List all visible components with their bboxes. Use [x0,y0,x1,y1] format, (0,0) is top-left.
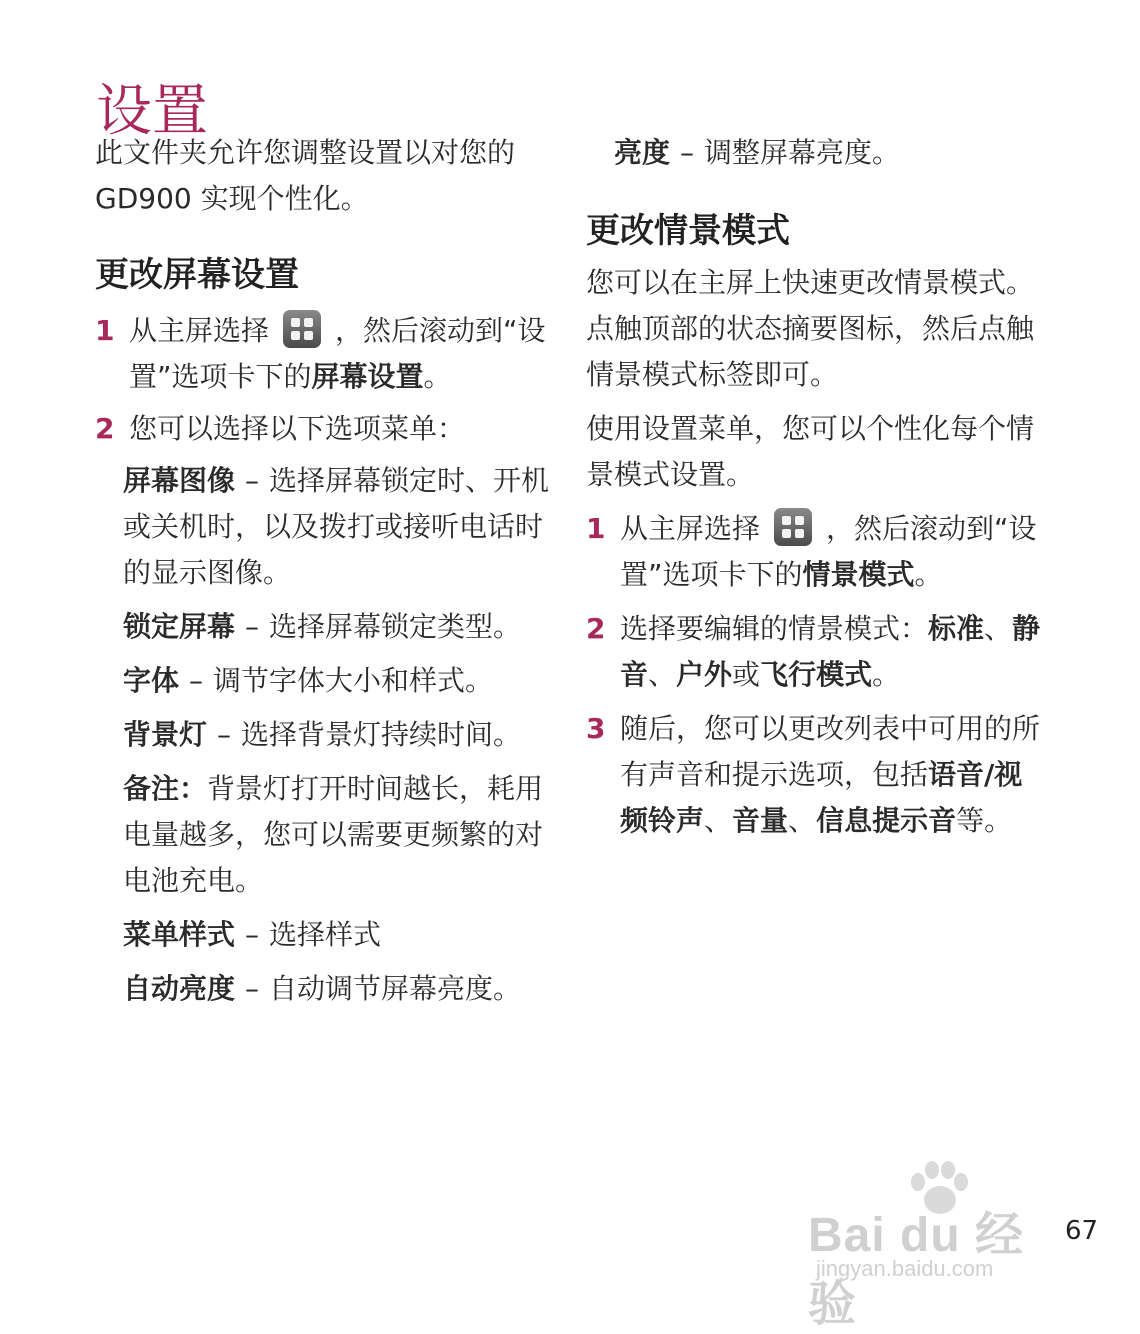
note-label: 备注： [123,772,208,805]
option-description: 选择屏幕锁定类型。 [269,610,522,643]
profile-normal: 标准 [928,612,985,645]
step-number: 2 [586,612,606,645]
step-number: 1 [586,512,606,545]
option-separator: – [217,718,232,751]
step-text-part: 等。 [956,804,1013,837]
option-name: 锁定屏幕 [123,610,236,643]
option-backlight [95,712,555,758]
step-text-part: 、 [648,658,677,691]
option-separator: – [245,610,260,643]
option-separator: – [680,136,695,169]
step-number: 2 [95,412,115,445]
option-name: 背景灯 [123,718,208,751]
left-column [95,130,555,1020]
section-heading-screen-settings: 更改屏幕设置 [95,255,299,295]
step-2 [95,406,555,452]
right-column [586,130,1046,844]
step-text [620,506,1046,598]
step-text-part: ，然后滚动到“设置”选项卡下的 [129,314,546,393]
ringtone-item: 语音/视频铃声 [620,758,1023,837]
step-text [620,706,1046,844]
menu-path-profiles: 情景模式 [802,558,915,591]
step-text-part: 从主屏选择 [129,314,270,347]
message-alert-item: 信息提示音 [816,804,957,837]
option-menu-style [95,912,555,958]
step-text-part: 选择要编辑的情景模式： [620,612,929,645]
profile-outdoor: 户外 [676,658,733,691]
step-number: 3 [586,712,606,745]
baidu-watermark [808,1160,1068,1331]
option-name: 自动亮度 [123,972,236,1005]
watermark-brand: Bai du 经验 [808,1209,1025,1331]
option-description: 选择样式 [269,918,382,951]
option-description: 选择背景灯持续时间。 [241,718,522,751]
step-text [620,606,1046,698]
option-name: 菜单样式 [123,918,236,951]
option-name: 字体 [123,664,180,697]
option-name: 屏幕图像 [123,464,236,497]
step-text-part: 。 [423,360,452,393]
volume-item: 音量 [732,804,789,837]
step-1 [95,308,555,400]
option-description: 选择屏幕锁定时、开机或关机时，以及拨打或接听电话时的显示图像。 [123,464,550,589]
note-text: 背景灯打开时间越长，耗用电量越多，您可以需要更频繁的对电池充电。 [123,772,544,897]
applications-grid-icon [283,310,321,348]
step-text-part: 、 [984,612,1013,645]
option-auto-brightness [95,966,555,1012]
step-text-part: 、 [788,804,817,837]
step-3 [586,706,1046,844]
option-description: 调整屏幕亮度。 [704,136,901,169]
option-description: 调节字体大小和样式。 [213,664,494,697]
step-text: 您可以选择以下选项菜单： [129,412,466,445]
menu-path-screen-settings: 屏幕设置 [311,360,424,393]
step-text-part: ，然后滚动到“设置”选项卡下的 [620,512,1037,591]
page-number: 67 [1065,1216,1099,1246]
step-text [129,308,555,400]
step-text-part: 从主屏选择 [620,512,761,545]
step-text-part: 、 [704,804,733,837]
step-number: 1 [95,314,115,347]
profile-flight-mode: 飞行模式 [760,658,873,691]
watermark-url: jingyan.baidu.com [816,1256,994,1281]
page-title: 设置 [96,78,208,144]
option-lock-screen [95,604,555,650]
option-font [95,658,555,704]
section-heading-profiles: 更改情景模式 [586,211,790,251]
option-separator: – [245,918,260,951]
profile-silent: 静音 [620,612,1041,691]
option-description: 自动调节屏幕亮度。 [269,972,522,1005]
step-1 [586,506,1046,598]
option-brightness [586,130,1046,176]
applications-grid-icon [774,508,812,546]
step-2 [586,606,1046,698]
note [95,766,555,904]
option-separator: – [245,464,260,497]
step-text-part: 随后，您可以更改列表中可用的所有声音和提示选项，包括 [620,712,1041,791]
option-screen-image [95,458,555,596]
option-separator: – [245,972,260,1005]
step-text-part: 。 [914,558,943,591]
option-name: 亮度 [614,136,671,169]
intro-paragraph: 此文件夹允许您调整设置以对您的 GD900 实现个性化。 [95,136,516,215]
option-separator: – [189,664,204,697]
profiles-paragraph-2: 使用设置菜单，您可以个性化每个情景模式设置。 [586,412,1035,491]
step-text-part: 。 [872,658,901,691]
step-text-part: 或 [732,658,761,691]
profiles-paragraph-1: 您可以在主屏上快速更改情景模式。 点触顶部的状态摘要图标，然后点触情景模式标签即可。 [586,266,1035,391]
